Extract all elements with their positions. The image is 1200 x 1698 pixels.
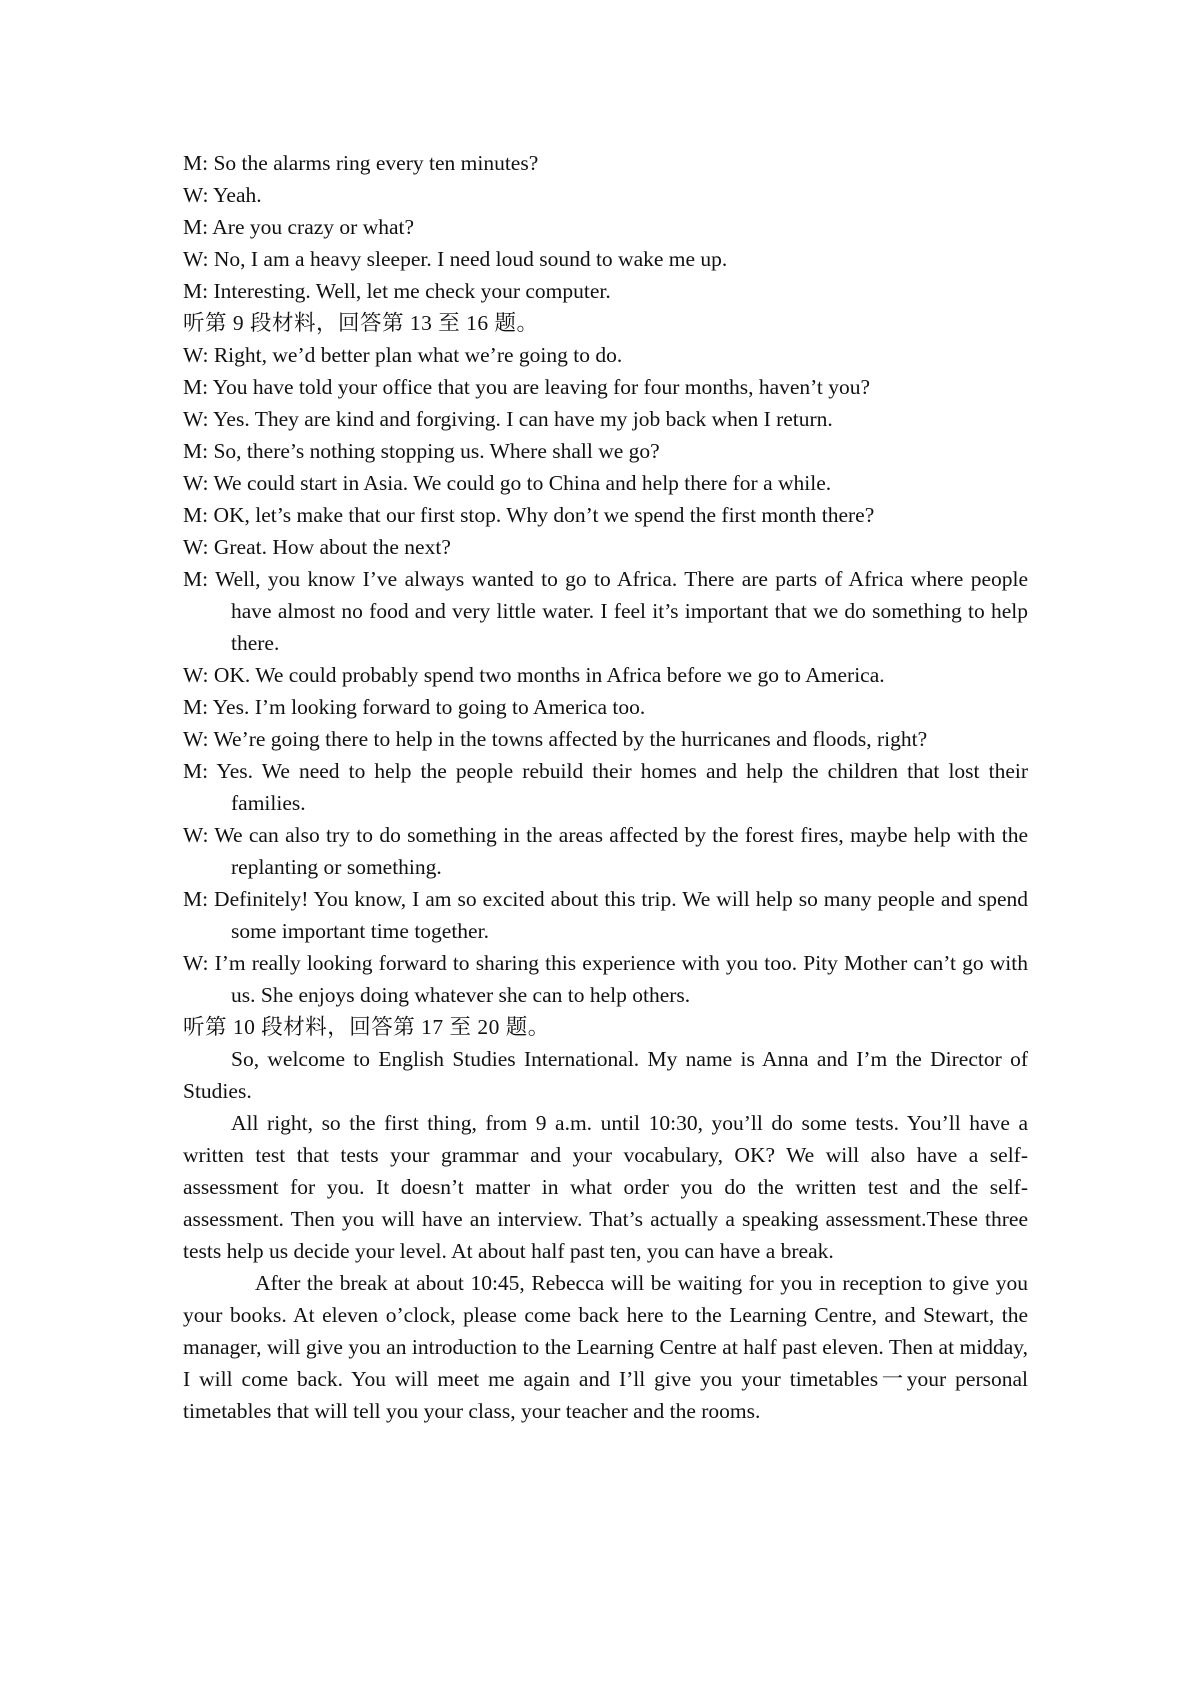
monologue-paragraph: So, welcome to English Studies International. My name is Anna and I’m the Director of Studies. xyxy=(183,1047,1028,1103)
dialogue-line: W: I’m really looking forward to sharing this experience with you too. Pity Mother can’t go with us. She enjoys doing whatever she can to help others. xyxy=(183,951,1028,1007)
dialogue-line: M: So the alarms ring every ten minutes? xyxy=(183,151,539,175)
dialogue-line: W: Yeah. xyxy=(183,183,262,207)
monologue-paragraph: All right, so the first thing, from 9 a.m. until 10:30, you’ll do some tests. You’ll have a written test that tests your grammar and your vocabulary, OK? We will also have a self-assessment for you. It doesn’t matter in what order you do the written test and the self-assessment. Then you will have an interview. That’s actually a speaking assessment.These three tests help us decide your level. At about half past ten, you can have a break. xyxy=(183,1111,1028,1263)
dialogue-line: W: We’re going there to help in the towns affected by the hurricanes and floods, right? xyxy=(183,727,928,751)
dialogue-line: W: Great. How about the next? xyxy=(183,535,451,559)
dialogue-line: M: Well, you know I’ve always wanted to go to Africa. There are parts of Africa where people have almost no food and very little water. I feel it’s important that we do something to help there. xyxy=(183,567,1028,655)
monologue-paragraph: After the break at about 10:45, Rebecca will be waiting for you in reception to give you your books. At eleven o’clock, please come back here to the Learning Centre, and Stewart, the manager, will give you an introduction to the Learning Centre at half past eleven. Then at midday, I will come back. You will meet me again and I’ll give you your timetables一your personal timetables that will tell you your class, your teacher and the rooms. xyxy=(183,1271,1028,1423)
dialogue-line: M: Are you crazy or what? xyxy=(183,215,415,239)
document-page xyxy=(183,147,1028,1427)
dialogue-line: M: Definitely! You know, I am so excited about this trip. We will help so many people and spend some important time together. xyxy=(183,887,1028,943)
dialogue-line: M: You have told your office that you are leaving for four months, haven’t you? xyxy=(183,375,871,399)
dialogue-line: W: No, I am a heavy sleeper. I need loud sound to wake me up. xyxy=(183,247,728,271)
dialogue-line: W: OK. We could probably spend two months in Africa before we go to America. xyxy=(183,663,885,687)
section-9-heading: 听第 9 段材料，回答第 13 至 16 题。 xyxy=(183,311,539,335)
dialogue-line: W: We could start in Asia. We could go to China and help there for a while. xyxy=(183,471,832,495)
dialogue-line: M: OK, let’s make that our first stop. Why don’t we spend the first month there? xyxy=(183,503,875,527)
dialogue-line: M: Yes. We need to help the people rebuild their homes and help the children that lost their families. xyxy=(183,759,1028,815)
section-10-heading: 听第 10 段材料，回答第 17 至 20 题。 xyxy=(183,1015,550,1039)
dialogue-line: M: So, there’s nothing stopping us. Where shall we go? xyxy=(183,439,660,463)
dialogue-line: W: We can also try to do something in the areas affected by the forest fires, maybe help with the replanting or something. xyxy=(183,823,1028,879)
dialogue-line: M: Yes. I’m looking forward to going to America too. xyxy=(183,695,646,719)
dialogue-line: M: Interesting. Well, let me check your computer. xyxy=(183,279,611,303)
dialogue-line: W: Yes. They are kind and forgiving. I can have my job back when I return. xyxy=(183,407,833,431)
dialogue-line: W: Right, we’d better plan what we’re going to do. xyxy=(183,343,623,367)
